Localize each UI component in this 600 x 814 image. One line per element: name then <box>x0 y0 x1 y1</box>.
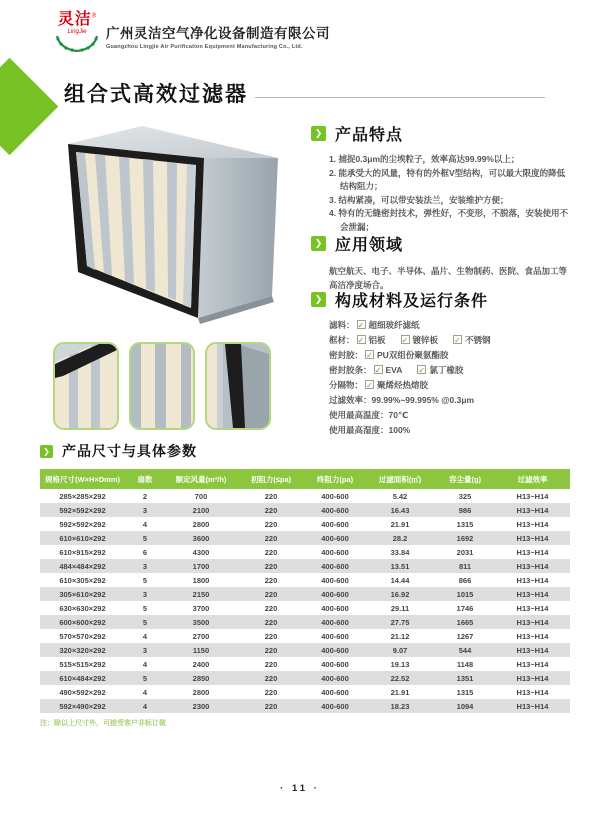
table-cell: 866 <box>458 575 472 585</box>
table-cell: 3500 <box>165 615 237 629</box>
material-option <box>417 365 463 375</box>
material-option-label: 不锈钢 <box>465 335 491 345</box>
table-cell: H13~H14 <box>516 491 549 501</box>
table-cell: 22.52 <box>365 671 435 685</box>
material-option-label: 聚烯烃热熔胶 <box>377 380 429 390</box>
spec-table <box>40 469 570 713</box>
checkbox-checked-icon <box>365 380 374 389</box>
table-cell: 400-600 <box>321 519 349 529</box>
company-logo <box>50 12 104 57</box>
section-arrow-icon <box>311 126 326 141</box>
spec-table-header-row <box>40 469 570 489</box>
table-cell: 400-600 <box>305 615 365 629</box>
material-option <box>453 335 491 345</box>
checkbox-checked-icon <box>357 320 366 329</box>
table-cell: 21.12 <box>390 631 410 641</box>
material-option-label: EVA <box>385 365 403 375</box>
table-cell: 4 <box>142 659 148 669</box>
table-row <box>40 503 570 517</box>
table-row <box>40 489 570 503</box>
table-cell: 21.91 <box>390 687 410 697</box>
table-cell: 21.91 <box>390 519 410 529</box>
feature-item: 4. 特有的无缝密封技术，弹性好，不变形，不脱落，安装使用不会泄漏； <box>329 208 568 232</box>
table-cell: 400-600 <box>305 587 365 601</box>
material-option-label: 氯丁橡胶 <box>429 365 464 375</box>
table-cell: 400-600 <box>321 491 349 501</box>
table-cell: 5 <box>142 603 148 613</box>
table-cell: 490×592×292 <box>59 687 106 697</box>
company-name-cn: 广州灵洁空气净化设备制造有限公司 <box>106 26 330 41</box>
table-cell: 1315 <box>456 519 474 529</box>
table-cell: 2800 <box>192 519 210 529</box>
table-cell: 400-600 <box>321 603 349 613</box>
table-cell: 400-600 <box>321 659 349 669</box>
table-cell: 2031 <box>456 547 474 557</box>
material-option <box>357 320 420 330</box>
table-cell: 400-600 <box>321 687 349 697</box>
table-row <box>40 685 570 699</box>
table-cell: 1267 <box>456 631 474 641</box>
table-cell: 13.51 <box>365 559 435 573</box>
table-cell: 592×592×292 <box>59 519 106 529</box>
table-cell: H13~H14 <box>516 631 549 641</box>
table-cell: 600×600×292 <box>40 615 125 629</box>
table-cell: 220 <box>237 559 305 573</box>
section-arrow-icon <box>311 292 326 307</box>
material-spec-line: 过滤效率：99.99%~99.995% @0.3μm <box>329 395 475 405</box>
material-row <box>329 333 573 348</box>
table-cell: 5 <box>125 671 165 685</box>
table-cell: 220 <box>264 491 278 501</box>
checkbox-checked-icon <box>417 365 426 374</box>
table-cell: 811 <box>435 559 495 573</box>
table-cell: 2400 <box>192 659 210 669</box>
table-cell: 28.2 <box>365 531 435 545</box>
material-option-label: 铝板 <box>368 335 386 345</box>
column-header: 容尘量(g) <box>435 469 495 489</box>
table-cell: 1800 <box>192 575 210 585</box>
table-note: 注：除以上尺寸外，可接受客户非标订做 <box>40 720 166 727</box>
table-cell: 2700 <box>192 631 210 641</box>
material-option <box>357 335 386 345</box>
table-cell: 400-600 <box>321 631 349 641</box>
table-cell: 484×484×292 <box>40 559 125 573</box>
product-photo <box>46 120 304 338</box>
product-image <box>46 120 304 338</box>
checkbox-checked-icon <box>357 335 366 344</box>
checkbox-checked-icon <box>374 365 383 374</box>
table-cell: H13~H14 <box>495 699 570 713</box>
table-cell: 3 <box>125 503 165 517</box>
table-cell: 220 <box>237 643 305 657</box>
company-name-block <box>106 22 330 50</box>
table-cell: 1692 <box>435 531 495 545</box>
spec-table-title: 产品尺寸与具体参数 <box>62 443 197 459</box>
table-cell: H13~H14 <box>516 547 549 557</box>
table-cell: 1315 <box>456 687 474 697</box>
table-row <box>40 559 570 573</box>
column-header: 额定风量(m³/h) <box>165 469 237 489</box>
table-cell: 5 <box>142 575 148 585</box>
section-arrow-icon <box>311 236 326 251</box>
table-cell: 592×490×292 <box>40 699 125 713</box>
table-cell: H13~H14 <box>516 687 549 697</box>
table-cell: 27.75 <box>365 615 435 629</box>
table-cell: 400-600 <box>321 575 349 585</box>
material-label: 分隔物： <box>329 380 364 390</box>
table-row <box>40 629 570 643</box>
table-cell: 400-600 <box>305 531 365 545</box>
table-cell: 14.44 <box>390 575 410 585</box>
table-cell: 9.07 <box>365 643 435 657</box>
table-cell: H13~H14 <box>516 575 549 585</box>
table-cell: H13~H14 <box>516 659 549 669</box>
table-cell: 986 <box>435 503 495 517</box>
table-cell: 3 <box>125 587 165 601</box>
application-title: 应用领域 <box>335 237 404 254</box>
application-text: 航空航天、电子、半导体、晶片、生物制药、医院、食品加工等高洁净度场合。 <box>329 266 568 291</box>
table-cell: 700 <box>194 491 208 501</box>
material-label: 滤料： <box>329 320 355 330</box>
table-cell: 220 <box>264 631 278 641</box>
section-materials <box>311 288 573 438</box>
table-cell: 305×610×292 <box>40 587 125 601</box>
table-cell: 592×592×292 <box>40 503 125 517</box>
table-cell: 2300 <box>165 699 237 713</box>
feature-item: 3. 结构紧凑，可以带安装法兰，安装维护方便； <box>329 194 509 205</box>
table-cell: 19.13 <box>390 659 410 669</box>
table-cell: H13~H14 <box>516 603 549 613</box>
spec-table-body <box>40 489 570 713</box>
table-cell: 220 <box>264 603 278 613</box>
column-header: 过滤面积(㎡) <box>365 469 435 489</box>
materials-title: 构成材料及运行条件 <box>335 293 489 310</box>
table-cell: 610×610×292 <box>40 531 125 545</box>
table-row <box>40 657 570 671</box>
column-header: 过滤效率 <box>495 469 570 489</box>
material-row <box>329 378 573 393</box>
table-cell: 610×484×292 <box>40 671 125 685</box>
material-row <box>329 363 573 378</box>
table-cell: 3700 <box>192 603 210 613</box>
feature-list <box>311 153 573 235</box>
table-cell: 5 <box>125 615 165 629</box>
table-cell: 220 <box>264 575 278 585</box>
table-cell: 400-600 <box>305 699 365 713</box>
page-title: 组合式高效过滤器 <box>64 83 248 106</box>
checkbox-checked-icon <box>453 335 462 344</box>
table-cell: 325 <box>458 491 472 501</box>
table-cell: 630×630×292 <box>59 603 106 613</box>
table-cell: 29.11 <box>390 603 410 613</box>
table-cell: 1700 <box>165 559 237 573</box>
material-spec-line: 使用最高温度：70℃ <box>329 410 409 420</box>
company-name-en: Guangzhou Lingjie Air Purification Equipment Manufacturing Co., Ltd. <box>106 44 303 50</box>
table-cell: H13~H14 <box>495 643 570 657</box>
table-row <box>40 573 570 587</box>
material-option <box>365 380 428 390</box>
table-cell: 220 <box>237 503 305 517</box>
column-header: 规格尺寸(W×H×Dmm) <box>40 469 125 489</box>
table-cell: 220 <box>264 547 278 557</box>
table-row <box>40 601 570 615</box>
features-title: 产品特点 <box>335 127 404 144</box>
material-option-label: 超细玻纤滤纸 <box>368 320 420 330</box>
table-cell: 610×915×292 <box>59 547 106 557</box>
table-cell: H13~H14 <box>495 559 570 573</box>
material-option <box>365 350 448 360</box>
table-cell: 220 <box>237 671 305 685</box>
table-row <box>40 545 570 559</box>
logo-text: 灵洁® <box>57 11 97 28</box>
table-cell: H13~H14 <box>495 503 570 517</box>
table-cell: 16.92 <box>365 587 435 601</box>
table-cell: H13~H14 <box>495 615 570 629</box>
feature-item: 1. 捕捉0.3μm的尘埃粒子，效率高达99.99%以上； <box>329 154 520 164</box>
logo-script-text: LingJie <box>67 29 87 35</box>
table-cell: H13~H14 <box>516 519 549 529</box>
material-option <box>401 335 439 345</box>
material-spec-line: 使用最高湿度：100% <box>329 425 411 435</box>
table-cell: 320×320×292 <box>40 643 125 657</box>
table-cell: 4 <box>142 631 148 641</box>
table-row <box>40 671 570 685</box>
table-cell: 400-600 <box>305 671 365 685</box>
table-cell: 3600 <box>165 531 237 545</box>
title-rule <box>255 97 545 98</box>
column-header: 扇数 <box>125 469 165 489</box>
thumbnail-row <box>53 342 271 430</box>
table-cell: 2800 <box>192 687 210 697</box>
table-cell: 4300 <box>192 547 210 557</box>
table-cell: 18.23 <box>365 699 435 713</box>
table-cell: 3 <box>125 559 165 573</box>
table-cell: 220 <box>237 615 305 629</box>
table-cell: 3 <box>125 643 165 657</box>
checkbox-checked-icon <box>401 335 410 344</box>
page-number: · 11 · <box>280 783 320 794</box>
table-cell: 400-600 <box>305 643 365 657</box>
material-row <box>329 348 573 363</box>
material-label: 密封胶： <box>329 350 364 360</box>
table-cell: 1015 <box>435 587 495 601</box>
table-row <box>40 615 570 629</box>
table-cell: 544 <box>435 643 495 657</box>
table-cell: 400-600 <box>321 547 349 557</box>
table-cell: 220 <box>264 659 278 669</box>
table-cell: 1150 <box>165 643 237 657</box>
thumbnail-1 <box>53 342 119 430</box>
table-cell: 220 <box>237 699 305 713</box>
table-cell: 1148 <box>456 659 474 669</box>
column-header: 初阻力(≤pa) <box>237 469 305 489</box>
table-cell: 220 <box>237 531 305 545</box>
table-cell: 4 <box>142 687 148 697</box>
thumbnail-3 <box>205 342 271 430</box>
section-application <box>311 232 573 293</box>
table-cell: 16.43 <box>365 503 435 517</box>
material-option-label: PU双组份聚氨酯胶 <box>377 350 449 360</box>
material-label: 密封胶条： <box>329 365 372 375</box>
table-cell: 5.42 <box>392 491 408 501</box>
table-cell: 4 <box>142 519 148 529</box>
table-cell: 220 <box>237 587 305 601</box>
feature-item: 2. 能承受大的风量，特有的外框V型结构，可以最大限度的降低结构阻力； <box>329 167 566 192</box>
materials-rows <box>311 318 573 438</box>
table-cell: 220 <box>264 687 278 697</box>
column-header: 终阻力(pa) <box>305 469 365 489</box>
table-cell: H13~H14 <box>495 531 570 545</box>
table-cell: 1665 <box>435 615 495 629</box>
table-cell: H13~H14 <box>495 671 570 685</box>
table-row <box>40 587 570 601</box>
section-arrow-icon <box>40 445 53 458</box>
table-cell: 6 <box>142 547 148 557</box>
table-row <box>40 643 570 657</box>
table-row <box>40 531 570 545</box>
table-cell: 285×285×292 <box>59 491 106 501</box>
material-label: 框材： <box>329 335 355 345</box>
table-cell: 220 <box>264 519 278 529</box>
checkbox-checked-icon <box>365 350 374 359</box>
table-cell: 610×305×292 <box>59 575 106 585</box>
table-cell: 5 <box>125 531 165 545</box>
laurel-wreath-icon <box>53 35 101 53</box>
table-cell: 1094 <box>435 699 495 713</box>
table-row <box>40 517 570 531</box>
registered-mark: ® <box>91 13 97 20</box>
material-option <box>374 365 403 375</box>
section-features <box>311 122 573 235</box>
thumbnail-2 <box>129 342 195 430</box>
table-cell: 515×515×292 <box>59 659 106 669</box>
table-cell: H13~H14 <box>495 587 570 601</box>
table-cell: 2100 <box>165 503 237 517</box>
table-cell: 2150 <box>165 587 237 601</box>
table-row <box>40 699 570 713</box>
section-spec-table <box>40 441 570 728</box>
table-cell: 2850 <box>165 671 237 685</box>
table-cell: 33.84 <box>390 547 410 557</box>
table-cell: 2 <box>142 491 148 501</box>
material-row <box>329 318 573 333</box>
material-option-label: 镀锌板 <box>412 335 439 345</box>
table-cell: 400-600 <box>305 503 365 517</box>
table-cell: 4 <box>125 699 165 713</box>
table-cell: 570×570×292 <box>59 631 106 641</box>
table-cell: 1746 <box>456 603 474 613</box>
table-cell: 400-600 <box>305 559 365 573</box>
table-cell: 1351 <box>435 671 495 685</box>
